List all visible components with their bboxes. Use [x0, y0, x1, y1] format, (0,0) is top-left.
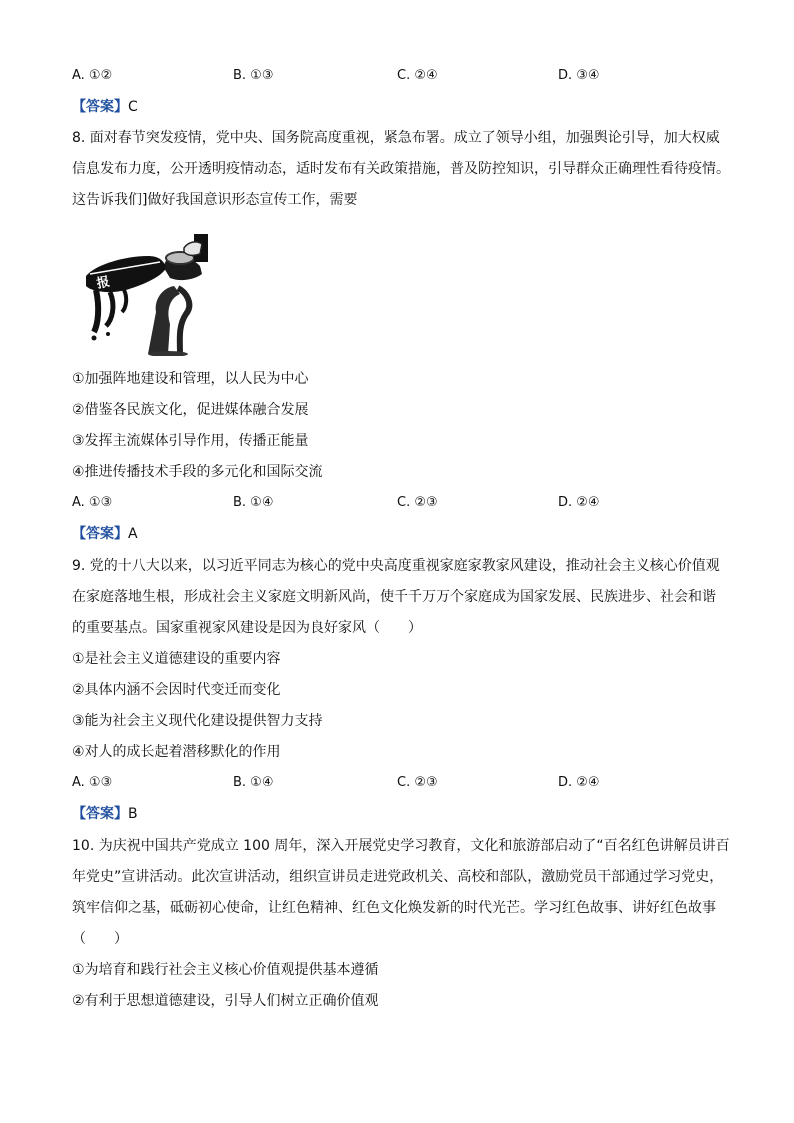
- q7-option-c: C. ②④: [397, 68, 438, 83]
- q10-statement-1: ①为培育和践行社会主义核心价值观提供基本遵循: [72, 962, 379, 978]
- q8-answer-value: A: [128, 526, 138, 542]
- q8-stem-line-2: 信息发布力度，公开透明疫情动态，适时发布有关政策措施，普及防控知识，引导群众正确理性看待疫情。: [72, 161, 730, 177]
- q8-answer: [72, 524, 138, 544]
- q9-answer-value: B: [128, 806, 138, 822]
- q9-answer-tag: 【答案】: [72, 806, 128, 822]
- q9-stem-line-1: 9. 党的十八大以来，以习近平同志为核心的党中央高度重视家庭家教家风建设，推动社会主义核心价值观: [72, 558, 720, 574]
- q10-stem-line-2: 年党史”宣讲活动。此次宣讲活动，组织宣讲员走进党政机关、高校和部队，激励党员干部通过学习党史，: [72, 869, 724, 885]
- q8-stem-line-1: 8. 面对春节突发疫情，党中央、国务院高度重视，紧急布署。成立了领导小组，加强舆论引导，加大权威: [72, 130, 720, 146]
- q9-option-d: D. ②④: [558, 775, 600, 790]
- q8-statement-3: ③发挥主流媒体引导作用，传播正能量: [72, 433, 309, 449]
- q9-option-a: A. ①③: [72, 775, 113, 790]
- q8-option-c: C. ②③: [397, 495, 438, 510]
- q10-stem-line-3: 筑牢信仰之基，砥砺初心使命，让红色精神、红色文化焕发新的时代光芒。学习红色故事、讲好红色故事: [72, 900, 716, 916]
- q9-stem-line-2: 在家庭落地生根，形成社会主义家庭文明新风尚，使千千万万个家庭成为国家发展、民族进步、社会和谐: [72, 589, 716, 605]
- q8-option-b: B. ①④: [233, 495, 274, 510]
- q9-answer: [72, 804, 138, 824]
- q10-stem-line-1: 10. 为庆祝中国共产党成立 100 周年，深入开展党史学习教育，文化和旅游部启动了“百名红色讲解员讲百: [72, 838, 730, 854]
- q10-statement-2: ②有利于思想道德建设，引导人们树立正确价值观: [72, 993, 379, 1009]
- q7-answer: [72, 97, 138, 117]
- q9-statement-2: ②具体内涵不会因时代变迁而变化: [72, 682, 281, 698]
- q9-statement-1: ①是社会主义道德建设的重要内容: [72, 651, 281, 667]
- q7-answer-tag: 【答案】: [72, 99, 128, 115]
- q9-option-c: C. ②③: [397, 775, 438, 790]
- q8-stem-line-3: 这告诉我们]做好我国意识形态宣传工作，需要: [72, 192, 358, 208]
- q8-options: [72, 493, 722, 513]
- q7-option-d: D. ③④: [558, 68, 600, 83]
- cartoon-illustration: [76, 228, 212, 356]
- q8-statement-1: ①加强阵地建设和管理，以人民为中心: [72, 371, 309, 387]
- q7-option-b: B. ①③: [233, 68, 274, 83]
- q8-answer-tag: 【答案】: [72, 526, 128, 542]
- q8-option-a: A. ①③: [72, 495, 113, 510]
- q9-statement-3: ③能为社会主义现代化建设提供智力支持: [72, 713, 323, 729]
- q9-option-b: B. ①④: [233, 775, 274, 790]
- q8-option-d: D. ②④: [558, 495, 600, 510]
- q9-stem-line-3: 的重要基点。国家重视家风建设是因为良好家风（ ）: [72, 620, 422, 636]
- q7-answer-value: C: [128, 99, 138, 115]
- q8-statement-4: ④推进传播技术手段的多元化和国际交流: [72, 464, 323, 480]
- q10-stem-line-4: （ ）: [72, 931, 128, 947]
- q9-statement-4: ④对人的成长起着潜移默化的作用: [72, 744, 281, 760]
- q7-options: [72, 66, 722, 86]
- q9-options: [72, 773, 722, 793]
- q7-option-a: A. ①②: [72, 68, 113, 83]
- svg-text:报: 报: [95, 274, 112, 292]
- q8-statement-2: ②借鉴各民族文化，促进媒体融合发展: [72, 402, 309, 418]
